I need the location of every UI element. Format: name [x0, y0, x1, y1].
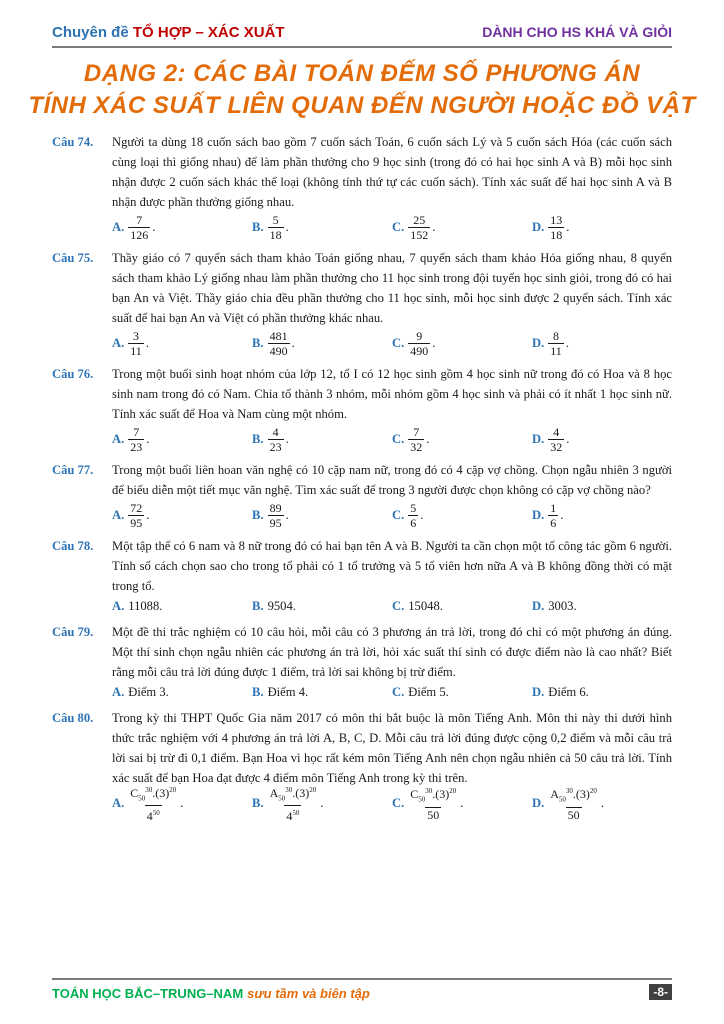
option-fraction [128, 213, 150, 242]
option-fraction [268, 783, 319, 823]
option-fraction [268, 213, 284, 242]
question [52, 536, 672, 616]
fraction-numerator: 13 [550, 212, 563, 227]
question-text: Một tập thể có 6 nam và 8 nữ trong đó có hai bạn tên A và B. Người ta cần chọn một tổ công tác gồm 6 người. Tính số cách chọn sao cho trong tổ phải có 1 tổ trưởng và 5 tổ viên hơn nữa A và B không đồng thời có mặt trong tổ. [112, 539, 672, 593]
fraction-numerator: $A_{50}^{30}.(3)^{20}$ [550, 787, 597, 804]
answer-option[interactable] [252, 329, 392, 358]
fraction-denominator: $4^{50}$ [145, 805, 162, 823]
option-fraction [268, 329, 290, 358]
option-fraction [548, 784, 599, 821]
answer-options [112, 500, 672, 530]
question-number: Câu 78. [52, 539, 94, 553]
fraction-denominator: 50 [567, 807, 580, 822]
option-period: . [285, 220, 289, 234]
option-letter: A. [112, 336, 125, 350]
option-period: . [426, 432, 430, 446]
option-fraction [128, 425, 144, 454]
option-period: . [565, 336, 569, 350]
answer-option[interactable] [532, 329, 672, 358]
option-period: . [145, 336, 149, 350]
answer-option[interactable] [392, 784, 532, 821]
option-fraction [408, 784, 458, 821]
fraction-denominator: 95 [130, 515, 143, 530]
fraction-denominator: 490 [410, 343, 429, 358]
answer-options [112, 785, 672, 824]
answer-option[interactable] [252, 596, 392, 616]
answer-options [112, 682, 672, 702]
fraction-denominator: 18 [269, 227, 282, 242]
header-divider [52, 46, 672, 48]
fraction-denominator: 11 [130, 343, 142, 358]
option-period: . [152, 220, 156, 234]
fraction-denominator: 152 [410, 227, 429, 242]
footer-tagline: sưu tầm và biên tập [247, 986, 370, 1001]
fraction-numerator: 72 [130, 500, 143, 515]
answer-option[interactable] [392, 425, 532, 454]
option-letter: B. [252, 599, 264, 613]
fraction-numerator: 89 [269, 500, 282, 515]
option-letter: B. [252, 336, 264, 350]
answer-option[interactable] [252, 783, 392, 823]
page-number: -8- [649, 984, 672, 1000]
fraction-denominator: $4^{50}$ [284, 805, 301, 823]
option-period: . [291, 336, 295, 350]
fraction-denominator: 6 [550, 515, 557, 530]
question-number: Câu 80. [52, 711, 94, 725]
question-number: Câu 77. [52, 463, 94, 477]
fraction-numerator: 5 [410, 500, 417, 515]
option-letter: A. [112, 508, 125, 522]
option-letter: C. [392, 685, 405, 699]
fraction-numerator: 3 [133, 328, 140, 343]
question-number: Câu 74. [52, 135, 94, 149]
option-letter: C. [392, 220, 405, 234]
option-fraction [128, 329, 144, 358]
fraction-numerator: 7 [413, 424, 420, 439]
option-period: . [420, 508, 424, 522]
fraction-numerator: $A_{50}^{30}.(3)^{20}$ [269, 785, 317, 803]
option-text: Điểm 6. [548, 685, 589, 699]
answer-option[interactable] [252, 425, 392, 454]
option-fraction [408, 501, 418, 530]
answer-options [112, 596, 672, 616]
option-text: Điểm 5. [408, 685, 449, 699]
option-letter: A. [112, 220, 125, 234]
fraction-denominator: 490 [269, 343, 288, 358]
option-letter: D. [532, 796, 545, 810]
section-title-line1: DẠNG 2: CÁC BÀI TOÁN ĐẾM SỐ PHƯƠNG ÁN [83, 60, 641, 87]
question [52, 460, 672, 530]
option-fraction [408, 213, 430, 242]
footer-brand-name: TOÁN HỌC BẮC–TRUNG–NAM [52, 986, 244, 1001]
answer-option[interactable] [532, 682, 672, 702]
option-letter: B. [252, 685, 264, 699]
option-letter: D. [532, 220, 545, 234]
answer-option[interactable] [252, 501, 392, 530]
option-text: Điểm 3. [128, 685, 169, 699]
option-fraction [548, 425, 564, 454]
answer-option[interactable] [392, 329, 532, 358]
question [52, 622, 672, 702]
option-period: . [560, 508, 564, 522]
fraction-denominator: 32 [550, 439, 563, 454]
option-period: . [146, 508, 150, 522]
answer-option[interactable] [392, 682, 532, 702]
answer-option[interactable] [112, 682, 252, 702]
option-fraction [408, 425, 424, 454]
fraction-numerator: 4 [272, 424, 279, 439]
option-fraction [548, 213, 564, 242]
option-period: . [320, 796, 324, 810]
header-audience: DÀNH CHO HS KHÁ VÀ GIỎI [482, 24, 672, 40]
option-letter: A. [112, 432, 125, 446]
option-letter: B. [252, 220, 264, 234]
answer-option[interactable] [112, 501, 252, 530]
option-letter: A. [112, 685, 125, 699]
option-period: . [432, 220, 436, 234]
option-text: 9504. [267, 599, 296, 613]
option-letter: D. [532, 599, 545, 613]
option-letter: D. [532, 508, 545, 522]
fraction-denominator: 95 [269, 515, 282, 530]
header-topic-name: TỔ HỢP – XÁC XUẤT [132, 24, 285, 41]
fraction-denominator: 18 [550, 227, 563, 242]
option-letter: B. [252, 432, 264, 446]
option-period: . [285, 432, 289, 446]
option-period: . [460, 796, 464, 810]
answer-option[interactable] [532, 501, 672, 530]
section-title-line2: TÍNH XÁC SUẤT LIÊN QUAN ĐẾN NGƯỜI HOẶC ĐỒ VẬT [28, 92, 696, 119]
fraction-numerator: 9 [416, 328, 423, 343]
option-period: . [432, 336, 436, 350]
answer-option[interactable] [112, 329, 252, 358]
footer-brand [52, 986, 370, 1001]
question [52, 132, 672, 242]
question-text: Thầy giáo có 7 quyển sách tham khảo Toán giống nhau, 7 quyển sách tham khảo Hóa giống nhau, 8 quyển sách tham khảo Lý giống nhau làm phần thưởng cho 11 học sinh trong đội tuyển học sinh giỏi, trong đó có hai bạn An và Việt. Thầy giáo chia đều phần thưởng cho 11 học sinh, mỗi học sinh được 2 quyển sách. Tính xác suất để hai bạn An và Việt có phần thưởng khác nhau. [112, 251, 672, 325]
question-text: Người ta dùng 18 cuốn sách bao gồm 7 cuốn sách Toán, 6 cuốn sách Lý và 5 cuốn sách Hóa (các cuốn sách cùng loại thì giống nhau) để làm phần thưởng cho 9 học sinh (trong đó có hai học sinh A và B) mỗi học sinh nhận được 2 cuốn sách khác thể loại (không tính thứ tự các cuốn sách). Tính xác suất để hai học sinh A và B nhận được phần thưởng giống nhau. [112, 135, 672, 209]
option-letter: C. [392, 508, 405, 522]
fraction-denominator: 23 [130, 439, 143, 454]
option-fraction [408, 329, 430, 358]
question-text: Trong một buổi liên hoan văn nghệ có 10 cặp nam nữ, trong đó có 4 cặp vợ chồng. Chọn ngẫu nhiên 3 người để biểu diễn một tiết mục văn nghệ. Tìm xác suất để trong 3 người được chọn không có cặp vợ chồng nào? [112, 463, 672, 497]
answer-option[interactable] [532, 596, 672, 616]
option-period: . [285, 508, 289, 522]
answer-option[interactable] [252, 682, 392, 702]
answer-option[interactable] [392, 501, 532, 530]
option-fraction [268, 501, 284, 530]
answer-option[interactable] [532, 425, 672, 454]
fraction-numerator: 481 [269, 328, 288, 343]
question-text: Trong một buổi sinh hoạt nhóm của lớp 12, tổ I có 12 học sinh gồm 4 học sinh nữ trong đó có Hoa và 8 học sinh nam trong đó có Nam. Chia tổ thành 3 nhóm, mỗi nhóm gồm 4 học sinh và phải có ít nhất 1 học sinh nữ. Tính xác suất để Hoa và Nam cùng một nhóm. [112, 367, 672, 421]
answer-option[interactable] [532, 213, 672, 242]
option-letter: B. [252, 796, 264, 810]
footer-divider [52, 978, 672, 980]
question-number: Câu 76. [52, 367, 94, 381]
option-letter: D. [532, 685, 545, 699]
option-period: . [146, 432, 150, 446]
option-letter: A. [112, 599, 125, 613]
answer-option[interactable] [112, 596, 252, 616]
option-text: 3003. [548, 599, 577, 613]
option-letter: D. [532, 336, 545, 350]
answer-option[interactable] [112, 783, 252, 823]
header-topic-prefix: Chuyên đề [52, 24, 133, 41]
question-text: Trong kỳ thi THPT Quốc Gia năm 2017 có môn thi bắt buộc là môn Tiếng Anh. Môn thi này thi dưới hình thức trắc nghiệm với 4 phương án trả lời A, B, C, D. Mỗi câu trả lời đúng được cộng 0,2 điểm và mỗi câu trả lời sai bị trừ đi 0,1 điểm. Bạn Hoa vì học rất kém môn Tiếng Anh nên chọn ngẫu nhiên cả 50 câu trả lời. Tính xác suất để bạn Hoa đạt được 4 điểm môn Tiếng Anh trong kỳ thi trên. [112, 711, 672, 785]
answer-option[interactable] [392, 596, 532, 616]
fraction-numerator: 7 [133, 424, 140, 439]
answer-option[interactable] [392, 213, 532, 242]
option-letter: C. [392, 336, 405, 350]
answer-option[interactable] [532, 784, 672, 821]
answer-options [112, 328, 672, 358]
option-letter: A. [112, 796, 125, 810]
fraction-denominator: 23 [269, 439, 282, 454]
option-letter: C. [392, 599, 405, 613]
fraction-denominator: 32 [410, 439, 423, 454]
answer-option[interactable] [112, 425, 252, 454]
fraction-numerator: 7 [136, 212, 143, 227]
fraction-numerator: $C_{50}^{30}.(3)^{20}$ [130, 785, 177, 803]
option-letter: C. [392, 432, 405, 446]
question [52, 708, 672, 824]
fraction-denominator: 50 [427, 807, 440, 822]
option-period: . [180, 796, 184, 810]
question-text: Một đề thi trắc nghiệm có 10 câu hỏi, mỗi câu có 3 phương án trả lời, trong đó chỉ có một phương án đúng. Một thí sinh chọn ngẫu nhiên các phương án trả lời, hỏi xác suất thí sinh có được điểm nào là cao nhất? Biết rằng mỗi câu trả lời đúng được 1 điểm, trả lời sai không bị trừ điểm. [112, 625, 672, 679]
header-topic [52, 24, 285, 41]
option-letter: B. [252, 508, 264, 522]
question-number: Câu 75. [52, 251, 94, 265]
option-fraction [548, 501, 558, 530]
option-text: Điểm 4. [267, 685, 309, 699]
fraction-numerator: 4 [553, 424, 560, 439]
option-letter: C. [392, 796, 405, 810]
option-period: . [600, 796, 605, 810]
page-header [52, 24, 672, 46]
fraction-numerator: 8 [553, 328, 560, 343]
question-number: Câu 79. [52, 625, 94, 639]
option-period: . [566, 432, 570, 446]
option-fraction [268, 425, 284, 454]
answer-options [112, 424, 672, 454]
answer-option[interactable] [252, 213, 392, 242]
option-fraction [128, 783, 178, 823]
fraction-numerator: 5 [272, 212, 279, 227]
fraction-denominator: 126 [130, 227, 149, 242]
option-fraction [128, 501, 144, 530]
question [52, 248, 672, 358]
fraction-numerator: $C_{50}^{30}.(3)^{20}$ [410, 787, 457, 804]
option-letter: D. [532, 432, 545, 446]
question-list [52, 132, 672, 824]
fraction-numerator: 25 [413, 212, 426, 227]
answer-option[interactable] [112, 213, 252, 242]
question [52, 364, 672, 454]
option-text: 11088. [128, 599, 163, 613]
option-fraction [548, 329, 564, 358]
fraction-denominator: 11 [550, 343, 562, 358]
fraction-numerator: 1 [550, 500, 557, 515]
fraction-denominator: 6 [410, 515, 417, 530]
answer-options [112, 212, 672, 242]
option-text: 15048. [408, 599, 443, 613]
option-period: . [566, 220, 570, 234]
